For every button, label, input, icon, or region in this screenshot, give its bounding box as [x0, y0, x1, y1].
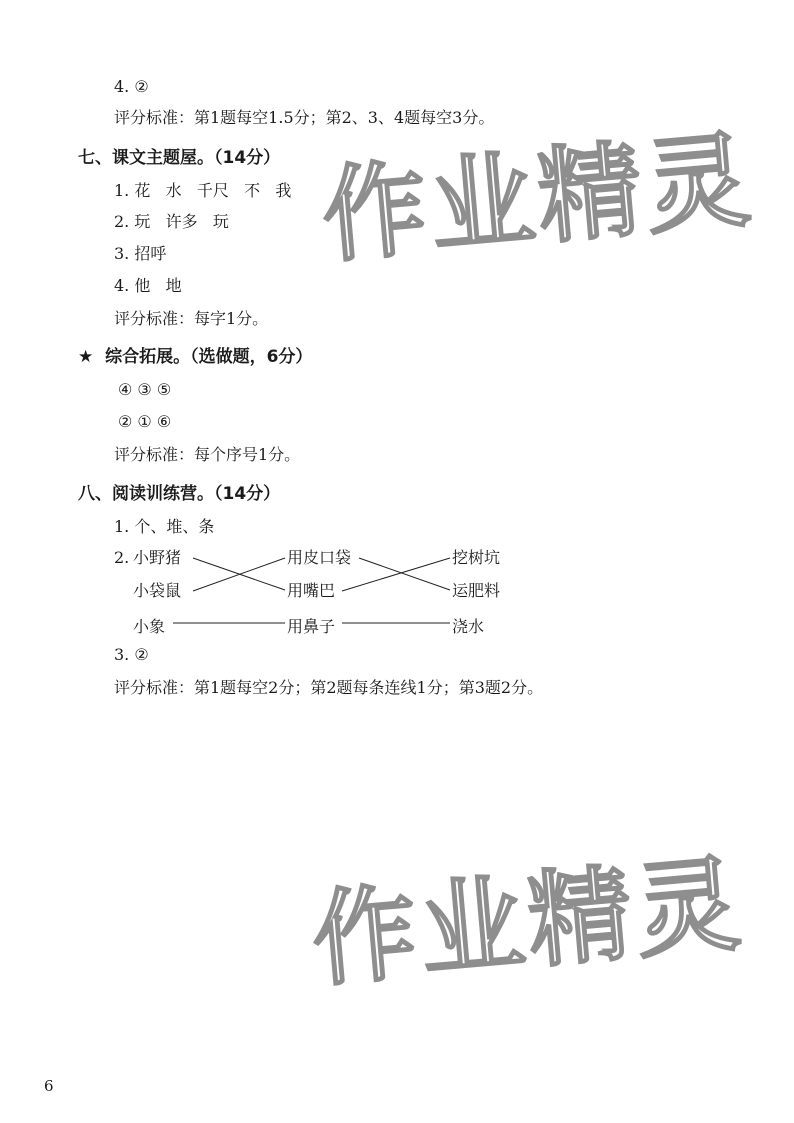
watermark-bottom: 作业精灵 — [307, 842, 749, 1002]
answer-item-8-3: 3. ② — [114, 645, 149, 664]
answer-row-star-1: ④ ③ ⑤ — [118, 380, 172, 399]
match-left-3: 小象 — [133, 617, 166, 636]
answer-item-6-4: 4. ② — [114, 77, 149, 96]
answer-item-7-2: 2. 玩 许多 玩 — [114, 212, 229, 231]
answer-item-8-1: 1. 个、堆、条 — [114, 517, 215, 536]
match-line-middle2-right1 — [342, 558, 450, 591]
watermark-top: 作业精灵 — [317, 118, 759, 278]
answer-item-8-2-label: 2. — [114, 548, 130, 567]
match-middle-2: 用嘴巴 — [287, 581, 336, 600]
match-right-2: 运肥料 — [452, 581, 501, 600]
match-middle-1: 用皮口袋 — [287, 548, 352, 567]
answer-item-7-4: 4. 他 地 — [114, 276, 182, 295]
section-heading-8: 八、阅读训练营。（14分） — [78, 484, 281, 504]
scoring-note-star: 评分标准：每个序号1分。 — [114, 445, 301, 464]
scoring-note-6: 评分标准：第1题每空1.5分；第2、3、4题每空3分。 — [114, 108, 495, 127]
scoring-note-8: 评分标准：第1题每空2分；第2题每条连线1分；第3题2分。 — [114, 678, 544, 697]
section-heading-7: 七、课文主题屋。（14分） — [78, 148, 281, 168]
answer-item-7-3: 3. 招呼 — [114, 244, 167, 263]
match-left-2: 小袋鼠 — [133, 581, 182, 600]
scoring-note-7: 评分标准：每字1分。 — [114, 309, 269, 328]
page-number: 6 — [44, 1077, 54, 1095]
match-line-middle1-right2 — [359, 558, 450, 590]
answer-row-star-2: ② ① ⑥ — [118, 412, 172, 431]
match-right-3: 浇水 — [452, 617, 485, 636]
match-right-1: 挖树坑 — [452, 548, 501, 567]
match-middle-3: 用鼻子 — [287, 617, 336, 636]
match-left-1: 小野猪 — [133, 548, 182, 567]
answer-item-7-1: 1. 花 水 千尺 不 我 — [114, 181, 292, 200]
section-heading-star: ★ 综合拓展。（选做题，6分） — [78, 347, 313, 367]
